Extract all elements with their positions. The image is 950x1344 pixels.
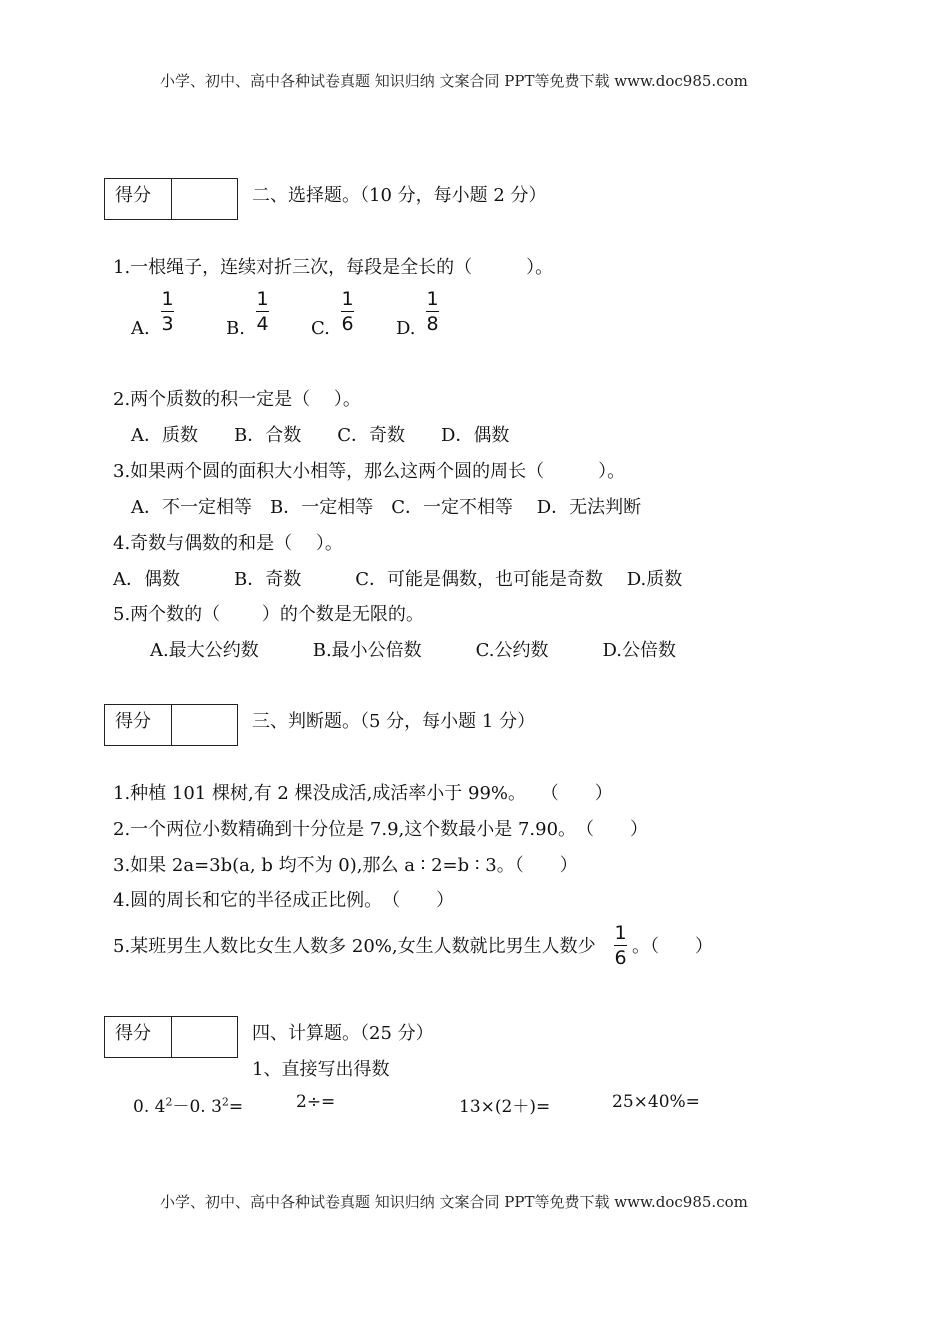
fraction-bar xyxy=(614,945,627,946)
section2-title: 二、选择题。（10 分，每小题 2 分） xyxy=(252,185,547,206)
s2-q2-stem: 2.两个质数的积一定是（ ）。 xyxy=(113,389,361,410)
s2-q1-option-d-fraction xyxy=(426,288,439,335)
fraction-bar xyxy=(256,311,269,312)
score-box xyxy=(104,704,238,746)
numerator: 1 xyxy=(614,922,627,944)
s3-item-5-tail: 。（ ） xyxy=(632,936,713,957)
calc-1-part-c: = xyxy=(228,1097,244,1117)
calc-item-4: 25×40%= xyxy=(612,1092,700,1112)
score-label: 得分 xyxy=(115,1023,151,1044)
denominator: 6 xyxy=(614,947,627,969)
s2-q1-stem: 1.一根绳子，连续对折三次，每段是全长的（ ）。 xyxy=(113,257,554,278)
s2-q1-option-b-label: B. xyxy=(226,318,245,339)
fraction-bar xyxy=(341,311,354,312)
numerator: 1 xyxy=(341,288,354,310)
s3-item-3: 3.如果 2a=3b(a, b 均不为 0),那么 a ∶ 2=b ∶ 3。（ ） xyxy=(113,855,578,876)
score-box xyxy=(104,1016,238,1058)
s2-q1-option-c-fraction xyxy=(341,288,354,335)
fraction-bar xyxy=(426,311,439,312)
calc-item-3: 13×(2＋)= xyxy=(459,1097,551,1117)
calc-1-exponent-2: 2 xyxy=(221,1095,229,1109)
denominator: 4 xyxy=(256,313,269,335)
s2-q1-option-b-fraction xyxy=(256,288,269,335)
s3-item-5-fraction xyxy=(614,922,627,969)
score-label: 得分 xyxy=(115,711,151,732)
score-box xyxy=(104,178,238,220)
score-divider xyxy=(171,705,172,745)
s2-q1-option-a-label: A. xyxy=(131,318,150,339)
s2-q5-options: A.最大公约数 B.最小公倍数 C.公约数 D.公倍数 xyxy=(150,640,677,661)
page-header: 小学、初中、高中各种试卷真题 知识归纳 文案合同 PPT等免费下载 www.doc985.com xyxy=(160,72,748,90)
numerator: 1 xyxy=(256,288,269,310)
s2-q4-options: A．偶数 B．奇数 C．可能是偶数，也可能是奇数 D.质数 xyxy=(113,569,683,590)
calc-1-exponent-1: 2 xyxy=(165,1095,173,1109)
denominator: 6 xyxy=(341,313,354,335)
s3-item-4: 4.圆的周长和它的半径成正比例。 （ ） xyxy=(113,890,455,911)
s3-item-5-text: 5.某班男生人数比女生人数多 20%,女生人数就比男生人数少 xyxy=(113,936,596,957)
calc-item-2: 2÷= xyxy=(296,1092,336,1112)
s2-q1-option-c-label: C. xyxy=(311,318,330,339)
s2-q4-stem: 4.奇数与偶数的和是（ ）。 xyxy=(113,533,343,554)
s2-q3-stem: 3.如果两个圆的面积大小相等，那么这两个圆的周长（ ）。 xyxy=(113,461,626,482)
score-divider xyxy=(171,1017,172,1057)
s3-item-2: 2.一个两位小数精确到十分位是 7.9,这个数最小是 7.90。 （ ） xyxy=(113,819,649,840)
fraction-bar xyxy=(161,311,174,312)
s2-q1-option-d-label: D. xyxy=(396,318,416,339)
s2-q1-option-a-fraction xyxy=(161,288,174,335)
numerator: 1 xyxy=(426,288,439,310)
section4-subtitle: 1、直接写出得数 xyxy=(252,1059,390,1080)
s2-q2-options: A．质数 B．合数 C．奇数 D．偶数 xyxy=(131,425,510,446)
score-label: 得分 xyxy=(115,185,151,206)
page-footer: 小学、初中、高中各种试卷真题 知识归纳 文案合同 PPT等免费下载 www.doc985.com xyxy=(160,1193,748,1211)
calc-1-part-a: 0. 4 xyxy=(133,1097,166,1117)
s2-q5-stem: 5.两个数的（ ）的个数是无限的。 xyxy=(113,604,424,625)
s3-item-1: 1.种植 101 棵树,有 2 棵没成活,成活率小于 99%。 （ ） xyxy=(113,783,613,804)
calc-item-1 xyxy=(133,1092,243,1117)
denominator: 8 xyxy=(426,313,439,335)
s2-q3-options: A．不一定相等 B．一定相等 C．一定不相等 D．无法判断 xyxy=(131,497,642,518)
section4-title: 四、计算题。（25 分） xyxy=(252,1023,434,1044)
score-divider xyxy=(171,179,172,219)
section3-title: 三、判断题。（5 分，每小题 1 分） xyxy=(252,711,536,732)
numerator: 1 xyxy=(161,288,174,310)
calc-1-part-b: －0. 3 xyxy=(172,1097,222,1117)
denominator: 3 xyxy=(161,313,174,335)
